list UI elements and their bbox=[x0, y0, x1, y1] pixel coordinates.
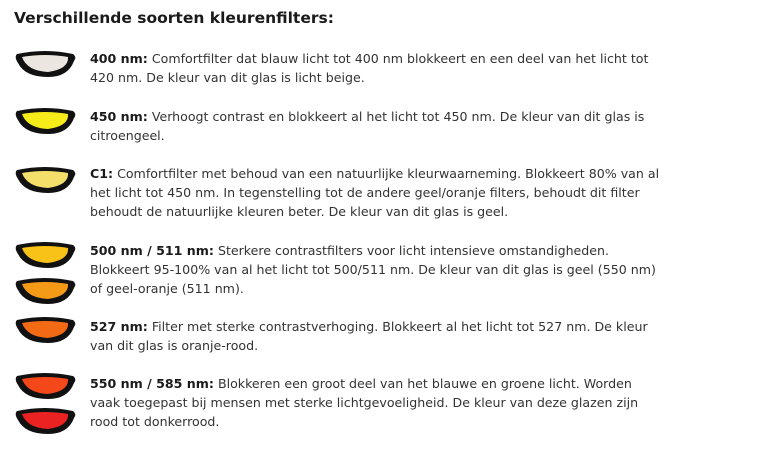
filter-entry-c1 bbox=[90, 164, 660, 221]
filter-entry-527nm bbox=[90, 317, 660, 355]
filter-description: Comfortfilter dat blauw licht tot 400 nm blokkeert en een deel van het licht tot 420 nm. De kleur van dit glas is licht beige. bbox=[90, 51, 649, 85]
filter-description: Verhoogt contrast en blokkeert al het licht tot 450 nm. De kleur van dit glas is citroengeel. bbox=[90, 109, 645, 143]
filter-entry-450nm bbox=[90, 107, 660, 145]
filter-description: Sterkere contrastfilters voor licht intensieve omstandigheden. Blokkeert 95-100% van al het licht tot 500/511 nm. De kleur van dit glas is geel (550 nm) of geel-oranje (511 nm). bbox=[90, 243, 656, 296]
lens-c1-icon bbox=[13, 164, 77, 196]
lens-400nm-icon bbox=[13, 48, 77, 80]
lens-500nm-icon bbox=[13, 239, 77, 271]
filter-name: 527 nm: bbox=[90, 319, 148, 334]
page-title: Verschillende soorten kleurenfilters: bbox=[14, 9, 334, 27]
filter-description: Comfortfilter met behoud van een natuurlijke kleurwaarneming. Blokkeert 80% van al het licht tot 450 nm. In tegenstelling tot de andere geel/oranje filters, behoudt dit filter behoudt de natuurlijke kleuren beter. De kleur van dit glas is geel. bbox=[90, 166, 660, 219]
filter-name: 400 nm: bbox=[90, 51, 148, 66]
lens-450nm-icon bbox=[13, 105, 77, 137]
filter-name: 500 nm / 511 nm: bbox=[90, 243, 214, 258]
filter-entry-500nm-511nm bbox=[90, 241, 660, 298]
filter-entry-400nm bbox=[90, 49, 660, 87]
filter-name: 550 nm / 585 nm: bbox=[90, 376, 214, 391]
lens-527nm-icon bbox=[13, 314, 77, 346]
filter-description: Blokkeren een groot deel van het blauwe en groene licht. Worden vaak toegepast bij mensen met sterke lichtgevoeligheid. De kleur van deze glazen zijn rood tot donkerrood. bbox=[90, 376, 639, 429]
filter-name: C1: bbox=[90, 166, 114, 181]
lens-511nm-icon bbox=[13, 275, 77, 307]
filter-name: 450 nm: bbox=[90, 109, 148, 124]
filter-description: Filter met sterke contrastverhoging. Blokkeert al het licht tot 527 nm. De kleur van dit glas is oranje-rood. bbox=[90, 319, 648, 353]
lens-585nm-icon bbox=[13, 405, 77, 437]
filter-entry-550nm-585nm bbox=[90, 374, 660, 431]
lens-550nm-icon bbox=[13, 370, 77, 402]
